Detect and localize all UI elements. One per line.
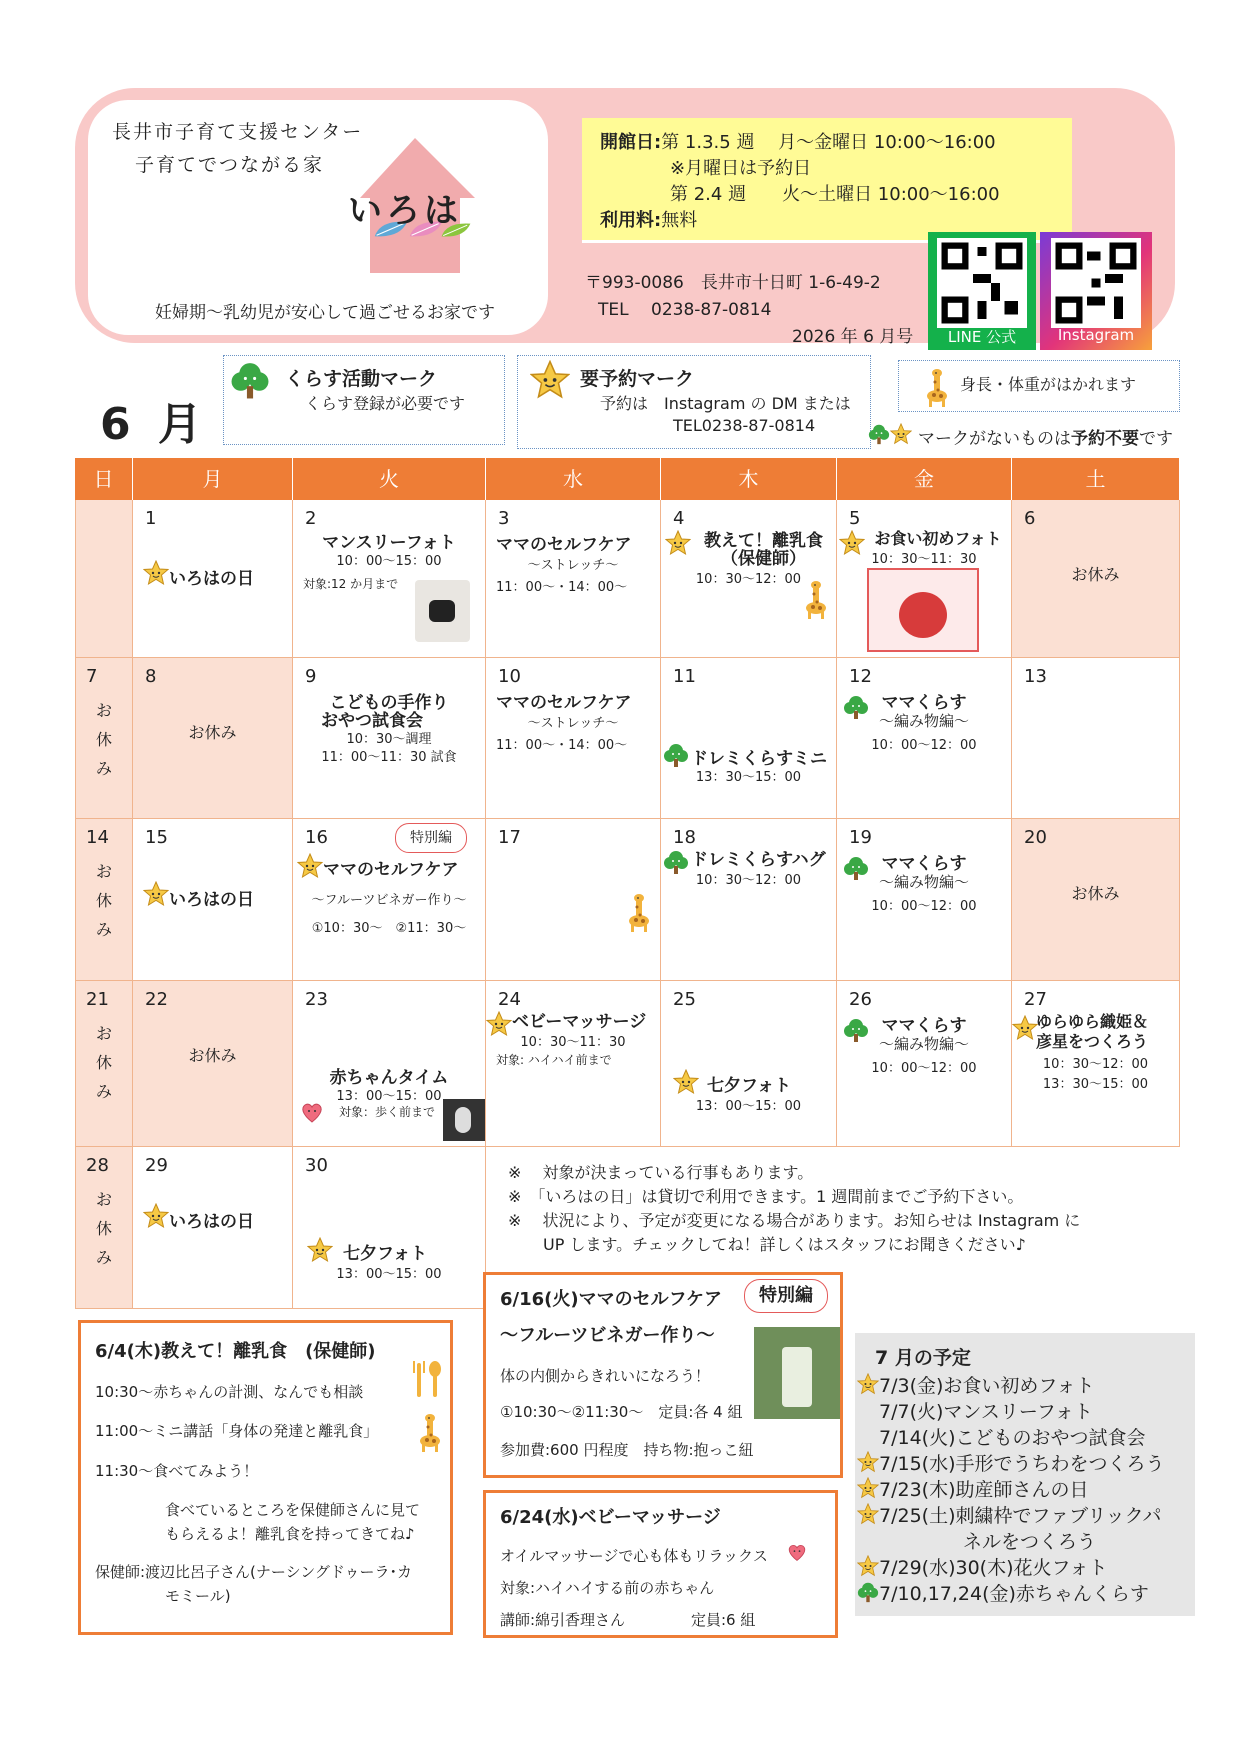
day-cell-17[interactable]: 17 [486,819,661,981]
day-cell-1[interactable]: 1 いろはの日 [133,500,293,658]
event-title: ママくらす [881,854,967,874]
box2-subtitle: ～フルーツビネガー作り～ [500,1325,715,1346]
star-icon [143,560,169,586]
event-title: ドレミくらすハグ [691,850,826,870]
telephone: TEL 0238-87-0814 [598,300,772,320]
july-title: 7 月の予定 [875,1347,971,1369]
day-cell-7[interactable]: 7 お 休 み [75,658,133,819]
photo-thumbnail [754,1327,840,1419]
day-cell-3[interactable]: 3 ママのセルフケア ～ストレッチ～ 11：00～・14：00～ [486,500,661,658]
event-target: 対象: ハイハイ前まで [496,1053,612,1067]
day-cell-11[interactable]: 11 ドレミくらすミニ 13：30～15：00 [661,658,837,819]
event-title: ドレミくらすミニ [691,749,827,769]
event-time: 11：00～・14：00～ [496,580,628,595]
weekday-fri: 金 [837,458,1012,500]
measure-text: 身長・体重がはかれます [960,375,1137,394]
center-name: 長井市子育て支援センター [112,121,364,143]
note-3: ※ 状況により、予定が変更になる場合があります。お知らせは Instagram に [508,1211,1081,1230]
event-time: 13：30～15：00 [695,770,802,785]
day-cell-19[interactable]: 19 ママくらす ～編み物編～ 10：00～12：00 [837,819,1012,981]
day-cell-4[interactable]: 4 教えて！離乳食 （保健師） 10：30～12：00 [661,500,837,658]
event-subtitle: ～編み物編～ [878,712,969,730]
kurasu-text: くらす登録が必要です [305,394,466,413]
day-cell-30[interactable]: 30 七夕フォト 13：00～15：00 [293,1147,486,1309]
box1-line5: もらえるよ！離乳食を持ってきてね♪ [165,1525,415,1543]
event-title: ゆらゆら織姫＆ [1036,1012,1149,1031]
day-cell-10[interactable]: 10 ママのセルフケア ～ストレッチ～ 11：00～・14：00～ [486,658,661,819]
tree-icon [230,360,270,400]
rinyushoku-info-box [78,1320,453,1635]
day-cell-9[interactable]: 9 こどもの手作り おやつ試食会 10：30～調理 11：00～11：30 試食 [293,658,486,819]
box1-line6: 保健師:渡辺比呂子さん(ナーシングドゥーラ･カ [95,1563,413,1581]
massage-info-box [483,1490,838,1638]
event-time: 10：30～11：30 [871,552,977,567]
fee-value: 無料 [661,210,698,231]
closed-vertical: お 休 み [95,862,112,939]
event-title: 七夕フォト [343,1244,428,1264]
box2-line2: ①10:30～②11:30～ 定員:各 4 組 [500,1403,743,1421]
day-cell-29[interactable]: 29 いろはの日 [133,1147,293,1309]
day-cell-6[interactable]: 6 お休み [1012,500,1180,658]
july-item: 7/25(土)刺繍枠でファブリックパ [879,1505,1162,1527]
selfcare-info-box [483,1272,843,1478]
star-icon [530,360,570,400]
open-line3: 第 2.4 週 火～土曜日 10:00～16:00 [670,184,1000,205]
event-title: 赤ちゃんタイム [329,1068,449,1088]
july-item: 7/29(水)30(木)花火フォト [879,1557,1108,1579]
event-subtitle: ～編み物編～ [878,1035,969,1053]
event-subtitle: （保健師） [721,549,806,569]
yoyaku-title: 要予約マーク [580,368,695,390]
address: 〒993-0086 長井市十日町 1-6-49-2 [585,273,881,293]
closed-label: お休み [1071,884,1120,903]
tree-icon [868,423,890,445]
event-time: 10：00～12：00 [871,1061,977,1076]
fee-label: 利用料: [600,210,662,231]
star-icon [1012,1015,1038,1041]
event-title: こどもの手作り [329,693,449,713]
event-target: 対象：歩く前まで [339,1105,436,1119]
event-subtitle: ～フルーツビネガー作り～ [311,893,467,908]
open-label: 開館日: [600,132,662,153]
event-time: 10：00～12：00 [871,899,977,914]
event-time: 10：30～11：30 [520,1035,626,1050]
box2-line3: 参加費:600 円程度 持ち物:抱っこ紐 [500,1441,754,1459]
giraffe-icon [415,1413,445,1453]
july-item: 7/10,17,24(金)赤ちゃんくらす [879,1583,1149,1605]
closed-vertical: お 休 み [95,1190,112,1267]
weekday-wed: 水 [486,458,661,500]
day-cell-28[interactable]: 28 お 休 み [75,1147,133,1309]
tree-icon [857,1581,879,1603]
event-title: お食い初めフォト [874,529,1002,548]
weekday-sun: 日 [75,458,133,500]
star-icon [673,1069,699,1095]
event-subtitle: おやつ試食会 [321,711,423,731]
box3-line1: オイルマッサージで心も体もリラックス [500,1547,768,1565]
photo-thumbnail [443,1099,485,1141]
day-cell-22[interactable]: 22 お休み [133,981,293,1147]
box3-title: 6/24(水)ベビーマッサージ [500,1507,721,1528]
event-time: 13：00～15：00 [695,1099,802,1114]
july-item: 7/14(火)こどものおやつ試食会 [879,1427,1146,1449]
event-title: ママのセルフケア [496,535,632,555]
heart-icon [786,1541,808,1563]
day-cell-23[interactable]: 23 赤ちゃんタイム 13：00～15：00 対象：歩く前まで [293,981,486,1147]
instagram-qr-card[interactable] [1040,232,1152,350]
event-title: いろはの日 [169,569,254,589]
event-subtitle: ～ストレッチ～ [527,716,619,731]
closed-label: お休み [188,1046,237,1065]
open-line2: ※月曜日は予約日 [670,158,812,179]
star-icon [307,1237,333,1263]
star-icon [857,1373,879,1395]
event-time: 10：30～調理 [346,732,432,747]
day-cell-12[interactable]: 12 ママくらす ～編み物編～ 10：00～12：00 [837,658,1012,819]
weekday-thu: 木 [661,458,837,500]
july-schedule [855,1333,1195,1616]
box3-line3: 講師:綿引香理さん [500,1611,626,1629]
july-item: ネルをつくろう [963,1531,1097,1553]
box1-line4: 食べているところを保健師さんに見て [165,1501,421,1519]
event-subtitle: ～ストレッチ～ [527,558,619,573]
event-title: 七夕フォト [707,1076,792,1096]
day-cell-18[interactable]: 18 ドレミくらすハグ 10：30～12：00 [661,819,837,981]
day-cell-25[interactable]: 25 七夕フォト 13：00～15：00 [661,981,837,1147]
cutlery-icon [411,1359,445,1401]
special-badge: 特別編 [395,823,467,853]
instagram-label: Instagram [1057,326,1135,344]
event-time: 13：00～15：00 [336,1089,442,1104]
event-subtitle: 彦星をつくろう [1036,1032,1149,1051]
box3-line2: 対象:ハイハイする前の赤ちゃん [500,1579,715,1597]
july-item: 7/7(火)マンスリーフォト [879,1401,1093,1423]
month-title: 6 月 [100,399,208,450]
closed-label: お休み [188,723,237,742]
event-title: ママくらす [881,1016,967,1036]
header-subtitle: 妊婦期～乳幼児が安心して過ごせるお家です [155,303,495,323]
star-icon [297,853,323,879]
yoyaku-text1: 予約は Instagram の DM または [600,394,851,413]
no-mark-note: マークがないものは予約不要です [918,429,1173,449]
event-time: 10：30～12：00 [695,572,802,587]
note-1: ※ 対象が決まっている行事もあります。 [508,1163,814,1182]
photo-thumbnail [867,568,979,652]
giraffe-icon [922,368,954,410]
giraffe-icon [624,893,654,933]
box2-title: 6/16(火)ママのセルフケア [500,1289,723,1310]
july-item: 7/23(木)助産師さんの日 [879,1479,1089,1501]
event-time: ①10：30～ ②11：30～ [311,921,467,936]
line-label: LINE 公式 [947,328,1017,346]
day-cell-13[interactable]: 13 [1012,658,1180,819]
qr-code-icon [1048,238,1144,328]
event-title: いろはの日 [169,890,254,910]
event-time: 10：00～12：00 [871,738,977,753]
open-line1: 第 1.3.5 週 月～金曜日 10:00～16:00 [661,132,996,153]
tagline: 子育てでつながる家 [135,154,325,176]
note-4: UP します。チェックしてね！詳しくはスタッフにお聞きください♪ [543,1235,1026,1254]
day-cell-2[interactable]: 2 マンスリーフォト 10：00～15：00 対象:12 か月まで [293,500,486,658]
event-time2: 11：00～11：30 試食 [321,750,457,765]
closed-label: お休み [1071,565,1120,584]
event-time: 10：00～15：00 [336,554,442,569]
day-cell-27[interactable]: 27 ゆらゆら織姫＆ 彦星をつくろう 10：30～12：00 13：30～15：00 [1012,981,1180,1147]
kurasu-title: くらす活動マーク [285,368,438,390]
day-cell-5[interactable]: 5 お食い初めフォト 10：30～11：30 [837,500,1012,658]
day-cell-14[interactable]: 14 お 休 み [75,819,133,981]
weekday-mon: 月 [133,458,293,500]
qr-code-icon [934,238,1030,328]
box1-line7: モミール) [165,1587,231,1605]
event-target: 対象:12 か月まで [303,577,399,591]
yoyaku-text2: TEL0238-87-0814 [673,416,816,435]
box1-line2: 11:00～ミニ講話「身体の発達と離乳食」 [95,1422,379,1440]
day-cell-26[interactable]: 26 ママくらす ～編み物編～ 10：00～12：00 [837,981,1012,1147]
photo-thumbnail [415,580,470,642]
event-title: ベビーマッサージ [512,1012,647,1032]
star-icon [857,1555,879,1577]
day-cell-8[interactable]: 8 お休み [133,658,293,819]
star-icon [857,1451,879,1473]
line-qr-card[interactable] [928,232,1036,350]
event-title: ママのセルフケア [496,693,632,713]
closed-vertical: お 休 み [95,701,112,778]
event-title: ママくらす [881,693,967,713]
event-title: 教えて！離乳食 [704,531,823,551]
issue-date: 2026 年 6 月号 [792,327,914,347]
event-time2: 13：30～15：00 [1042,1077,1149,1092]
star-icon [857,1503,879,1525]
july-item: 7/15(水)手形でうちわをつくろう [879,1453,1165,1475]
event-time: 10：30～12：00 [1042,1057,1149,1072]
july-item: 7/3(金)お食い初めフォト [879,1375,1095,1397]
box2-line1: 体の内側からきれいになろう！ [500,1367,711,1385]
box1-title: 6/4(木)教えて！離乳食 (保健師) [95,1341,376,1362]
day-cell-15[interactable]: 15 いろはの日 [133,819,293,981]
star-icon [890,423,912,445]
star-icon [665,530,691,556]
box1-line1: 10:30～赤ちゃんの計測、なんでも相談 [95,1383,364,1401]
heart-icon [299,1099,325,1125]
day-cell-16[interactable]: 16 特別編 ママのセルフケア ～フルーツビネガー作り～ ①10：30～ ②11：30～ [293,819,486,981]
giraffe-icon [801,580,831,620]
star-icon [857,1477,879,1499]
special-badge: 特別編 [744,1279,828,1313]
day-cell-24[interactable]: 24 ベビーマッサージ 10：30～11：30 対象: ハイハイ前まで [486,981,661,1147]
weekday-tue: 火 [293,458,486,500]
weekday-sat: 土 [1012,458,1180,500]
brand-name: いろは [348,191,462,231]
star-icon [143,881,169,907]
box1-line3: 11:30～食べてみよう！ [95,1462,259,1480]
star-icon [143,1203,169,1229]
event-subtitle: ～編み物編～ [878,873,969,891]
tree-icon [663,742,689,768]
event-title: いろはの日 [169,1212,254,1232]
day-cell-21[interactable]: 21 お 休 み [75,981,133,1147]
opening-info [582,118,1072,243]
event-time: 11：00～・14：00～ [496,738,628,753]
box3-line4: 定員:6 組 [691,1611,756,1629]
closed-vertical: お 休 み [95,1024,112,1101]
event-title: マンスリーフォト [322,533,456,553]
note-2: ※ 「いろはの日」は貸切で利用できます。1 週間前までご予約下さい。 [508,1187,1024,1206]
day-cell-20[interactable]: 20 お休み [1012,819,1180,981]
event-title: ママのセルフケア [323,860,459,880]
day-cell-empty [75,500,133,658]
event-time: 13：00～15：00 [336,1267,442,1282]
event-time: 10：30～12：00 [695,873,802,888]
